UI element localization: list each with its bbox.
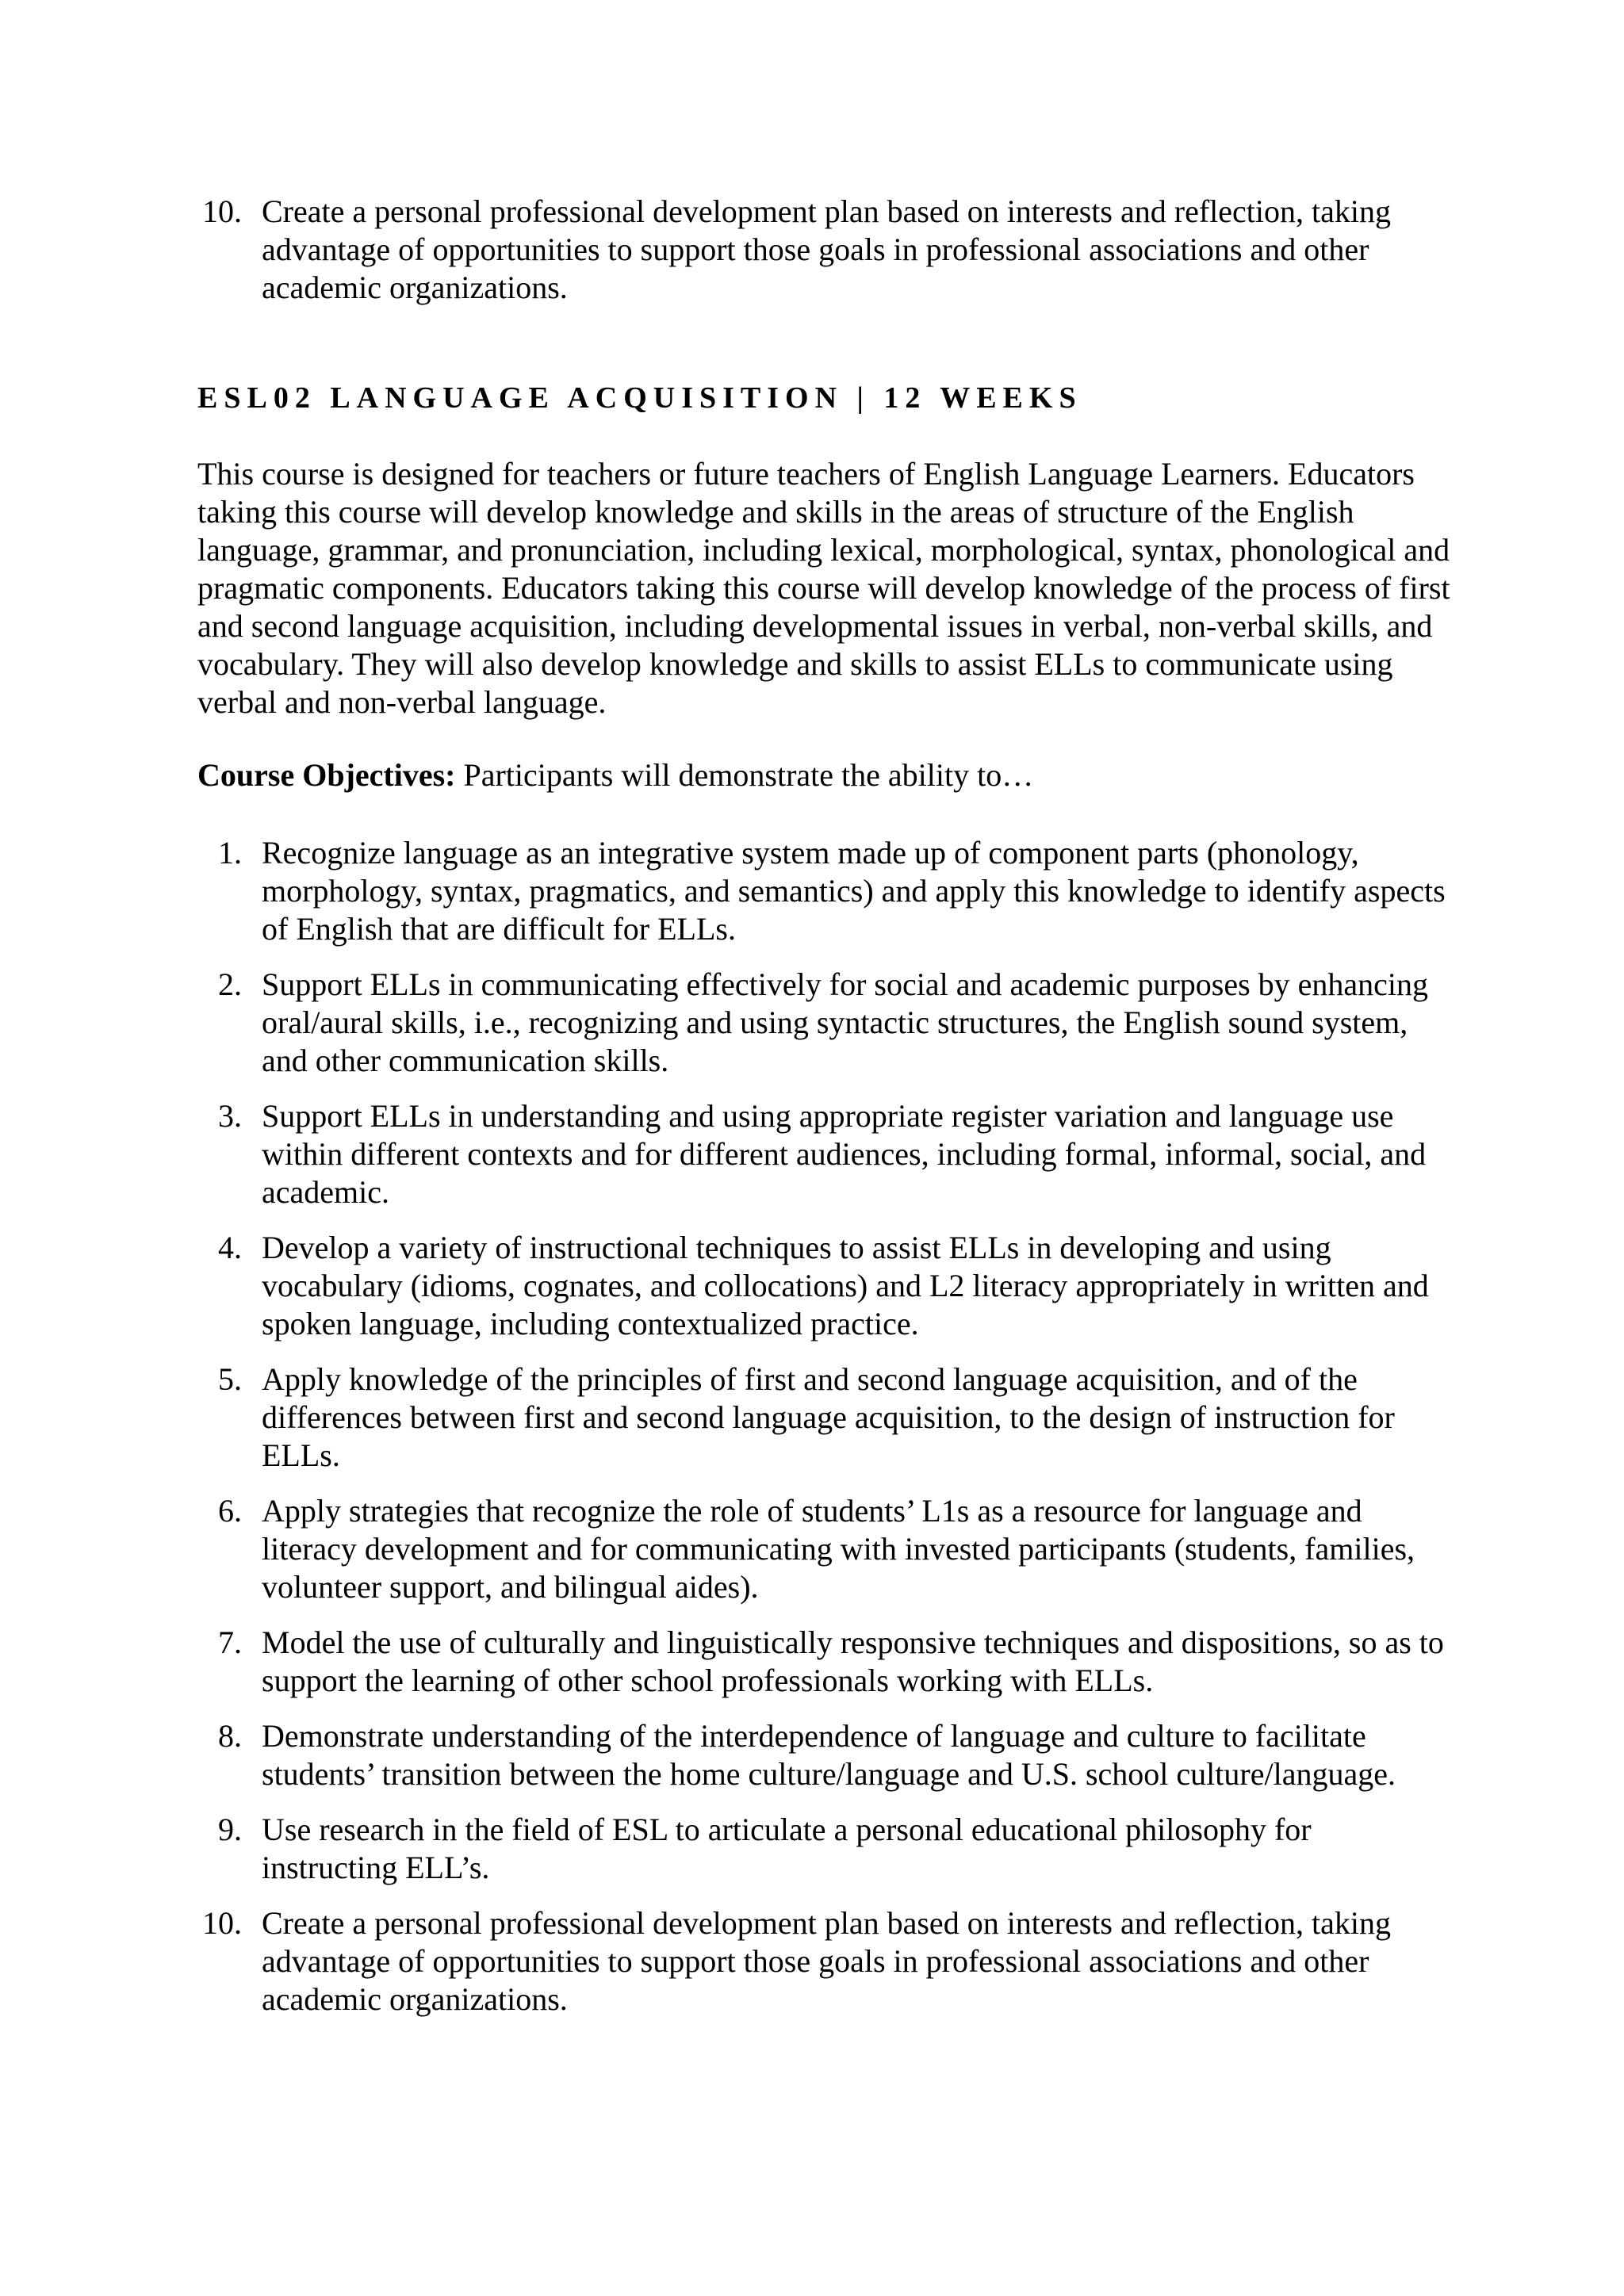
list-item-text: Use research in the field of ESL to articulate a personal educational philosophy for instructing ELL’s. [262, 1812, 1312, 1885]
list-item [197, 966, 1450, 1080]
course-description: This course is designed for teachers or future teachers of English Language Learners. Educators taking this course will develop knowledge and skills in the areas of structure of the English language, grammar, and pronunciation, including lexical, morphological, syntax, phonological and pragmatic components. Educators taking this course will develop knowledge of the process of first and second language acquisition, including developmental issues in verbal, non-verbal skills, and vocabulary. They will also develop knowledge and skills to assist ELLs to communicate using verbal and non-verbal language. [197, 456, 1450, 720]
course-objectives-list [197, 834, 1450, 2019]
course-heading: ESL02 LANGUAGE ACQUISITION | 12 WEEKS [197, 381, 1082, 415]
objectives-intro-line [197, 756, 1033, 794]
list-item [197, 1097, 1450, 1211]
list-item-number: 3. [218, 1098, 242, 1134]
list-item [197, 1492, 1450, 1606]
list-item-number: 5. [218, 1361, 242, 1397]
list-item-number: 7. [218, 1624, 242, 1660]
list-item-number: 8. [218, 1718, 242, 1754]
list-item-number: 10. [202, 193, 242, 229]
objectives-label: Course Objectives: [197, 757, 456, 793]
list-item-text: Support ELLs in understanding and using appropriate register variation and language use within different contexts and for different audiences, including formal, informal, social, and academic. [262, 1098, 1427, 1210]
list-item [197, 1360, 1450, 1475]
list-item-text: Support ELLs in communicating effectively for social and academic purposes by enhancing oral/aural skills, i.e., recognizing and using syntactic structures, the English sound system, and other communication skills. [262, 966, 1429, 1078]
list-item [197, 1904, 1450, 2019]
list-item-number: 2. [218, 966, 242, 1002]
list-item-text: Develop a variety of instructional techniques to assist ELLs in developing and using vocabulary (idioms, cognates, and collocations) and L2 literacy appropriately in written and spoken language, including contextualized practice. [262, 1230, 1429, 1341]
list-item-number: 9. [218, 1812, 242, 1847]
list-item-text: Recognize language as an integrative system made up of component parts (phonology, morphology, syntax, pragmatics, and semantics) and apply this knowledge to identify aspects of English that are difficult for ELLs. [262, 835, 1446, 947]
objectives-intro: Participants will demonstrate the ability to… [463, 757, 1034, 793]
list-item-number: 10. [202, 1905, 242, 1941]
list-item [197, 193, 1450, 307]
list-item [197, 1811, 1450, 1887]
list-item-text: Model the use of culturally and linguistically responsive techniques and dispositions, so as to support the learning of other school professionals working with ELLs. [262, 1624, 1444, 1698]
list-item [197, 1717, 1450, 1793]
list-item [197, 1229, 1450, 1343]
list-item-text: Create a personal professional development plan based on interests and reflection, taking advantage of opportunities to support those goals in professional associations and other academic organizations. [262, 193, 1391, 305]
list-item-number: 6. [218, 1493, 242, 1529]
list-item-text: Demonstrate understanding of the interdependence of language and culture to facilitate students’ transition between the home culture/language and U.S. school culture/language. [262, 1718, 1396, 1792]
previous-objectives-list [197, 193, 1450, 307]
list-item-number: 4. [218, 1230, 242, 1265]
list-item-text: Apply knowledge of the principles of first and second language acquisition, and of the differences between first and second language acquisition, to the design of instruction for ELLs. [262, 1361, 1395, 1473]
list-item-text: Create a personal professional development plan based on interests and reflection, taking advantage of opportunities to support those goals in professional associations and other academic organizations. [262, 1905, 1391, 2017]
list-item [197, 834, 1450, 948]
list-item-text: Apply strategies that recognize the role of students’ L1s as a resource for language and literacy development and for communicating with invested participants (students, families, volunteer support, and bilingual aides). [262, 1493, 1415, 1605]
list-item-number: 1. [218, 835, 242, 871]
list-item [197, 1624, 1450, 1700]
